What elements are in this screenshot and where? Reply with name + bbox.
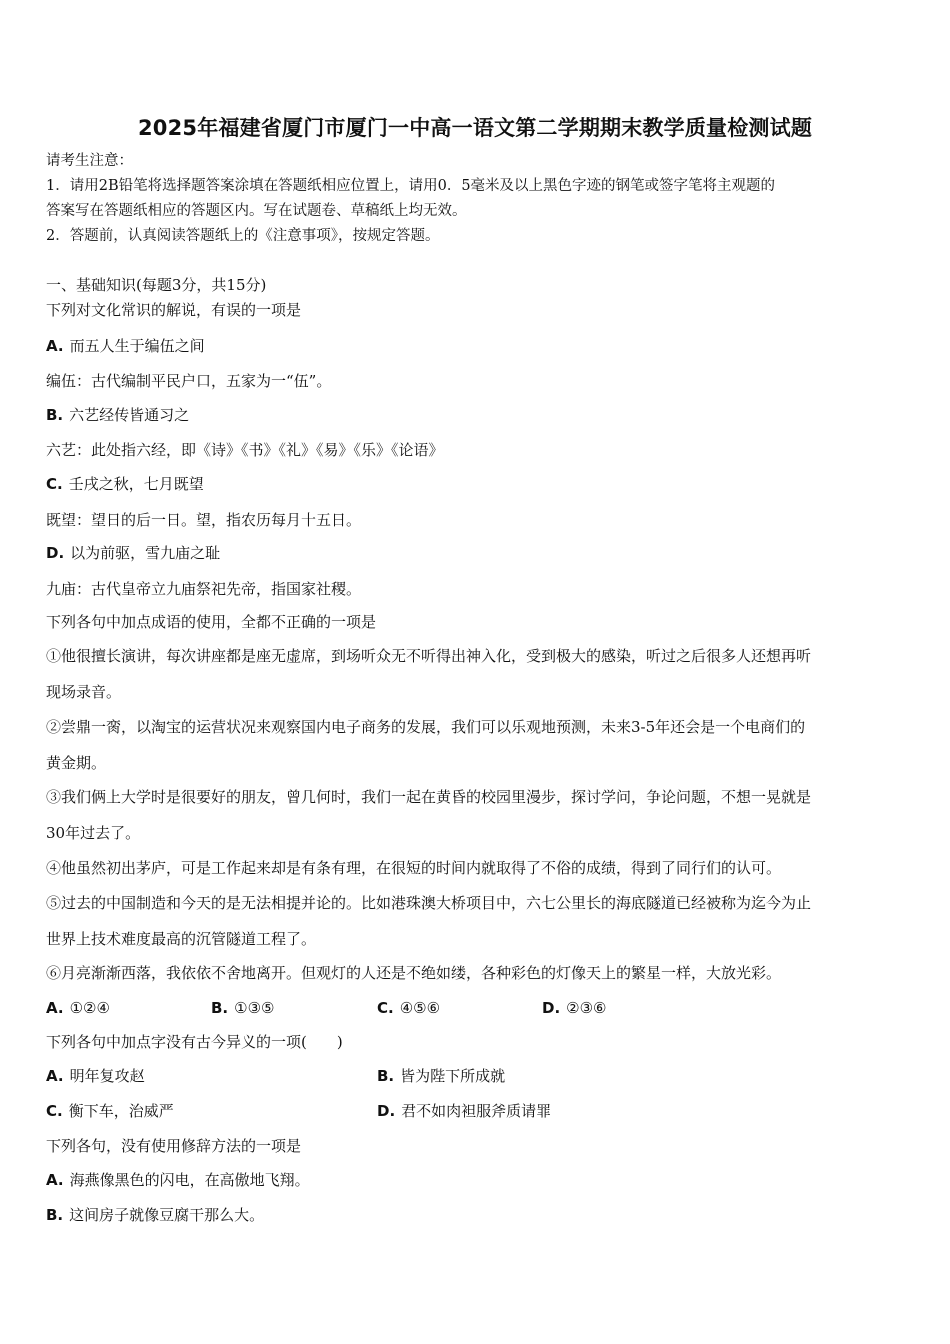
question-1-option-c [46, 473, 910, 495]
notice-heading: 请考生注意： [46, 153, 133, 169]
option-text: 以为前驱，雪九庙之耻 [70, 544, 221, 562]
question-2-sentence-6: ⑥月亮渐渐西落，我依依不舍地离开。但观灯的人还是不绝如缕，各种彩色的灯像天上的繁星一样，大放光彩。 [46, 964, 782, 982]
question-4-option-b [46, 1204, 910, 1226]
question-2-stem: 下列各句中加点成语的使用，全都不正确的一项是 [46, 613, 377, 631]
choice-a: A. 明年复攻赵 [46, 1067, 145, 1085]
question-1-note-d: 九庙：古代皇帝立九庙祭祀先帝，指国家社稷。 [46, 580, 362, 598]
question-2-sentence-2-line-1: ②尝鼎一脔，以淘宝的运营状况来观察国内电子商务的发展，我们可以乐观地预测，未来3-5年还会是一个电商们的 [46, 718, 806, 736]
question-2-sentence-5-line-1: ⑤过去的中国制造和今天的是无法相提并论的。比如港珠澳大桥项目中，六七公里长的海底隧道已经被称为迄今为止 [46, 894, 812, 912]
option-text: 而五人生于编伍之间 [69, 337, 205, 355]
question-3-stem: 下列各句中加点字没有古今异义的一项( ) [46, 1033, 343, 1051]
choice-b: B. 皆为陛下所成就 [377, 1067, 506, 1085]
question-1-option-b [46, 404, 910, 426]
option-label: A. [46, 1171, 64, 1189]
choice-c: C. ④⑤⑥ [377, 999, 441, 1017]
option-text: 六艺经传皆通习之 [69, 406, 190, 424]
section-heading: 一、基础知识(每题3分，共15分) [46, 276, 267, 294]
question-2-sentence-5-line-2: 世界上技术难度最高的沉管隧道工程了。 [46, 930, 317, 948]
option-text: 海燕像黑色的闪电，在高傲地飞翔。 [69, 1171, 310, 1189]
question-2-sentence-3-line-2: 30年过去了。 [46, 824, 141, 842]
question-1-option-d [46, 542, 910, 564]
question-2-sentence-2-line-2: 黄金期。 [46, 754, 107, 772]
notice-item-1-line-1: 1．请用2B铅笔将选择题答案涂填在答题纸相应位置上，请用0．5毫米及以上黑色字迹的钢笔或签字笔将主观题的 [46, 178, 776, 194]
question-2-sentence-1-line-1: ①他很擅长演讲，每次讲座都是座无虚席，到场听众无不听得出神入化，受到极大的感染，听过之后很多人还想再听 [46, 647, 812, 665]
choice-d: D. ②③⑥ [542, 999, 607, 1017]
option-label: C. [46, 475, 63, 493]
question-2-sentence-3-line-1: ③我们俩上大学时是很要好的朋友，曾几何时，我们一起在黄昏的校园里漫步，探讨学问，争论问题，不想一晃就是 [46, 788, 812, 806]
page-title: 2025年福建省厦门市厦门一中高一语文第二学期期末教学质量检测试题 [137, 116, 813, 140]
option-text: 壬戌之秋，七月既望 [68, 475, 204, 493]
option-text: 这间房子就像豆腐干那么大。 [69, 1206, 265, 1224]
option-label: B. [46, 406, 64, 424]
choice-b: B. ①③⑤ [211, 999, 275, 1017]
option-label: A. [46, 337, 64, 355]
choice-a: A. ①②④ [46, 999, 110, 1017]
notice-item-2: 2．答题前，认真阅读答题纸上的《注意事项》，按规定答题。 [46, 228, 440, 244]
choice-c: C. 衡下车，治威严 [46, 1102, 174, 1120]
question-1-note-c: 既望：望日的后一日。望，指农历每月十五日。 [46, 511, 362, 529]
notice-item-1-line-2: 答案写在答题纸相应的答题区内。写在试题卷、草稿纸上均无效。 [46, 203, 467, 219]
question-1-option-a [46, 335, 910, 357]
choice-d: D. 君不如肉袒服斧质请罪 [377, 1102, 552, 1120]
question-4-option-a [46, 1169, 910, 1191]
question-1-stem: 下列对文化常识的解说，有误的一项是 [46, 301, 302, 319]
question-1-note-b: 六艺：此处指六经，即《诗》《书》《礼》《易》《乐》《论语》 [46, 441, 444, 459]
option-label: D. [46, 544, 65, 562]
question-1-note-a: 编伍：古代编制平民户口，五家为一“伍”。 [46, 372, 332, 390]
option-label: B. [46, 1206, 64, 1224]
question-2-sentence-1-line-2: 现场录音。 [46, 683, 122, 701]
question-4-stem: 下列各句，没有使用修辞方法的一项是 [46, 1137, 302, 1155]
question-2-sentence-4: ④他虽然初出茅庐，可是工作起来却是有条有理，在很短的时间内就取得了不俗的成绩，得到了同行们的认可。 [46, 859, 782, 877]
